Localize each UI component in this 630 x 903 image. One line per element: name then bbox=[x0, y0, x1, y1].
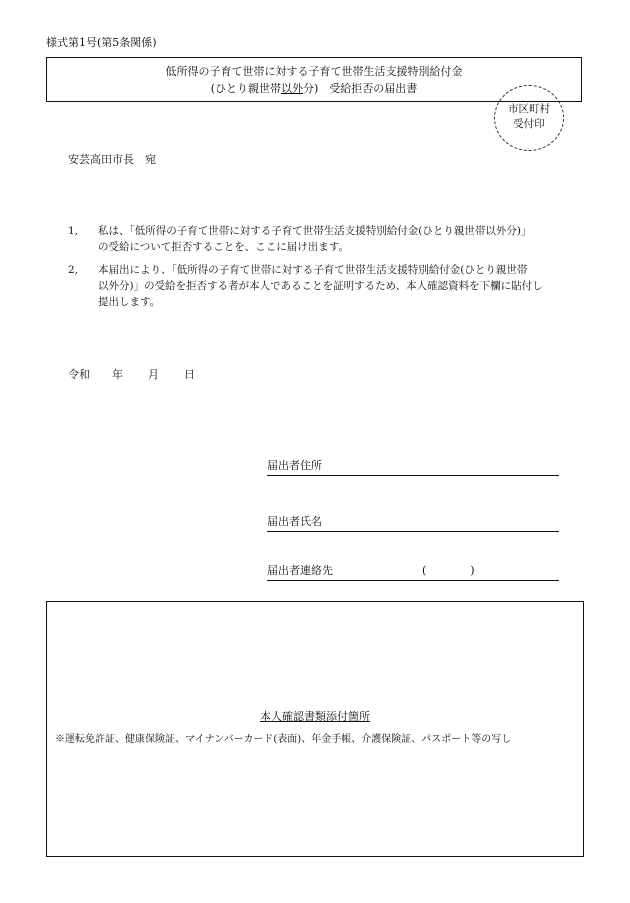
title-line2-suffix: 分) 受給拒否の届出書 bbox=[303, 82, 418, 95]
stamp-label-line1: 市区町村 bbox=[508, 103, 550, 115]
document-title-line2 bbox=[47, 80, 581, 97]
date-line bbox=[68, 366, 195, 382]
id-document-attachment-box[interactable] bbox=[46, 601, 584, 857]
id-section-title: 本人確認書類添付箇所 bbox=[260, 710, 370, 723]
date-day-field[interactable]: 日 bbox=[184, 368, 195, 381]
date-year-field[interactable]: 年 bbox=[112, 368, 123, 381]
paragraph-line: 私は、「低所得の子育て世帯に対する子育て世帯生活支援特別給付金(ひとり親世帯以外分)」 bbox=[98, 225, 532, 237]
title-underlined-word: 以外 bbox=[281, 82, 303, 95]
document-title-box bbox=[46, 57, 582, 102]
title-line2-prefix: (ひとり親世帯 bbox=[210, 82, 281, 95]
date-month-field[interactable]: 月 bbox=[148, 368, 159, 381]
reception-stamp-area bbox=[494, 85, 564, 151]
date-era: 令和 bbox=[68, 368, 90, 381]
statement-paragraph-1 bbox=[68, 223, 588, 255]
document-title-line1: 低所得の子育て世帯に対する子育て世帯生活支援特別給付金 bbox=[165, 65, 463, 78]
paragraph-line: の受給について拒否することを、ここに届け出ます。 bbox=[98, 241, 349, 253]
paragraph-line: 本届出により、「低所得の子育て世帯に対する子育て世帯生活支援特別給付金(ひとり親世帯 bbox=[98, 264, 528, 276]
address-field[interactable] bbox=[267, 458, 559, 476]
statement-paragraph-2 bbox=[68, 262, 588, 310]
form-number: 様式第1号(第5条関係) bbox=[46, 36, 157, 49]
name-label: 届出者氏名 bbox=[267, 515, 322, 528]
stamp-label-line2: 受付印 bbox=[513, 118, 545, 130]
paragraph-number: 1, bbox=[68, 225, 79, 237]
address-label: 届出者住所 bbox=[267, 459, 322, 472]
paragraph-number: 2, bbox=[68, 264, 79, 276]
name-field[interactable] bbox=[267, 514, 559, 532]
addressee: 安芸高田市長 宛 bbox=[68, 153, 156, 166]
paragraph-line: 提出します。 bbox=[98, 296, 161, 308]
contact-parentheses: ( ) bbox=[422, 564, 475, 577]
paragraph-line: 以外分)」の受給を拒否する者が本人であることを証明するため、本人確認資料を下欄に貼付し bbox=[98, 280, 543, 292]
contact-field[interactable] bbox=[267, 563, 559, 581]
contact-label: 届出者連絡先 bbox=[267, 564, 333, 577]
id-section-note: ※運転免許証、健康保険証、マイナンバーカード(表面)、年金手帳、介護保険証、パスポート等の写し bbox=[55, 734, 512, 745]
